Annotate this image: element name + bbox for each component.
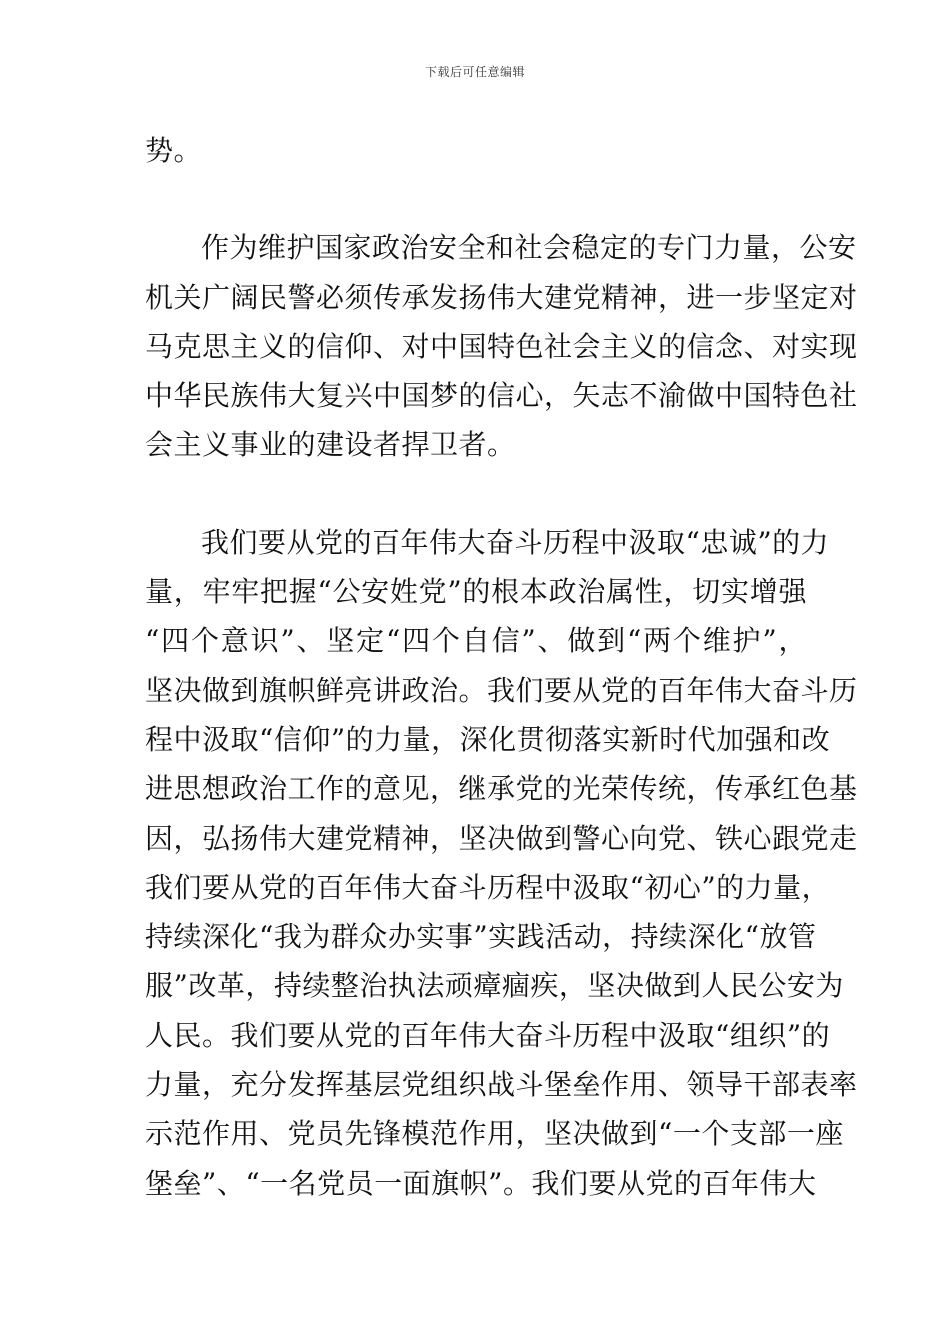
text-line: 因，弘扬伟大建党精神，坚决做到警心向党、铁心跟党走 — [145, 821, 858, 855]
text-line: 势。 — [145, 134, 203, 167]
paragraph — [145, 126, 807, 175]
paragraph — [145, 518, 858, 1208]
text-line: 马克思主义的信仰、对中国特色社会主义的信念、对实现 — [145, 329, 858, 363]
text-line: 人民。我们要从党的百年伟大奋斗历程中汲取“组织”的 — [145, 1018, 831, 1052]
text-line: 持续深化“我为群众办实事”实践活动，持续深化“放管 — [145, 920, 817, 954]
page-header: 下载后可任意编辑 — [424, 65, 525, 79]
text-line: 我们要从党的百年伟大奋斗历程中汲取“初心”的力量， — [145, 870, 831, 904]
text-line: 机关广阔民警必须传承发扬伟大建党精神，进一步坚定对 — [145, 280, 858, 314]
text-line: 我们要从党的百年伟大奋斗历程中汲取“忠诚”的力 — [201, 525, 830, 559]
paragraph — [145, 223, 858, 469]
text-line: 堡垒”、“一名党员一面旗帜”。我们要从党的百年伟大 — [145, 1166, 817, 1200]
text-line: 中华民族伟大复兴中国梦的信心，矢志不渝做中国特色社 — [145, 379, 858, 413]
paragraph-gap — [145, 470, 807, 518]
text-line: 坚决做到旗帜鲜亮讲政治。我们要从党的百年伟大奋斗历 — [145, 673, 858, 707]
text-line: 力量，充分发挥基层党组织战斗堡垒作用、领导干部表率 — [145, 1068, 858, 1102]
text-line: “四个意识”、坚定“四个自信”、做到“两个维护”， — [145, 624, 807, 658]
document-body — [145, 126, 858, 1208]
text-line: 服”改革，持续整治执法顽瘴痼疾，坚决做到人民公安为 — [145, 969, 844, 1003]
text-line: 作为维护国家政治安全和社会稳定的专门力量，公安 — [201, 231, 857, 265]
paragraph-gap — [145, 175, 807, 223]
text-line: 示范作用、党员先锋模范作用，坚决做到“一个支部一座 — [145, 1117, 844, 1151]
text-line: 进思想政治工作的意见，继承党的光荣传统，传承红色基 — [145, 772, 858, 806]
text-line: 量，牢牢把握“公安姓党”的根本政治属性，切实增强 — [145, 575, 807, 609]
text-line: 程中汲取“信仰”的力量，深化贯彻落实新时代加强和改 — [145, 722, 831, 756]
text-line: 会主义事业的建设者捍卫者。 — [145, 428, 516, 462]
